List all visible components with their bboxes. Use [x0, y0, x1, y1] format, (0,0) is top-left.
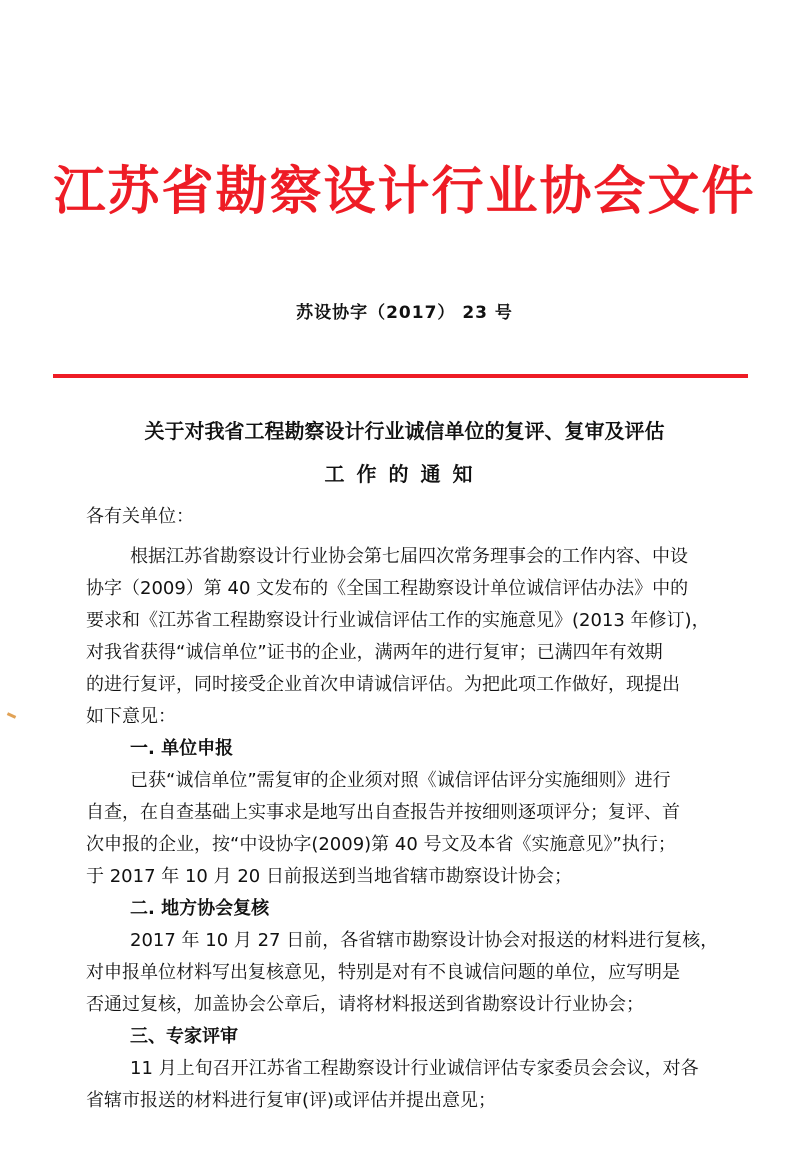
salutation: 各有关单位：	[86, 506, 194, 527]
paragraph-line: 已获“诚信单位”需复审的企业须对照《诚信评估评分实施细则》进行	[130, 770, 671, 791]
paragraph-line: 的进行复评，同时接受企业首次申请诚信评估。为把此项工作做好，现提出	[86, 674, 680, 695]
document-number: 苏设协字（2017） 23 号	[296, 303, 513, 323]
notice-title-line-2: 工作的通知	[324, 462, 485, 486]
paragraph-line: 要求和《江苏省工程勘察设计行业诚信评估工作的实施意见》(2013 年修订)，	[86, 610, 710, 631]
paragraph-line: 2017 年 10 月 27 日前，各省辖市勘察设计协会对报送的材料进行复核，	[130, 930, 719, 951]
paragraph-line: 否通过复核，加盖协会公章后，请将材料报送到省勘察设计行业协会；	[86, 994, 644, 1015]
paragraph-line: 省辖市报送的材料进行复审(评)或评估并提出意见；	[86, 1090, 497, 1111]
paragraph-line: 次申报的企业，按“中设协字(2009)第 40 号文及本省《实施意见》”执行；	[86, 834, 676, 855]
paragraph-line: 11 月上旬召开江苏省工程勘察设计行业诚信评估专家委员会会议，对各	[130, 1058, 699, 1079]
paragraph-line: 对申报单位材料写出复核意见，特别是对有不良诚信问题的单位，应写明是	[86, 962, 680, 983]
section-heading-3: 三、专家评审	[130, 1026, 238, 1047]
red-divider-line	[53, 374, 748, 378]
paragraph-line: 协字（2009）第 40 文发布的《全国工程勘察设计单位诚信评估办法》中的	[86, 578, 689, 599]
paragraph-line: 如下意见：	[86, 706, 176, 727]
paragraph-line: 自查，在自查基础上实事求是地写出自查报告并按细则逐项评分；复评、首	[86, 802, 680, 823]
notice-title-line-1: 关于对我省工程勘察设计行业诚信单位的复评、复审及评估	[144, 419, 665, 443]
document-header-title: 江苏省勘察设计行业协会文件	[53, 162, 756, 222]
paragraph-line: 根据江苏省勘察设计行业协会第七届四次常务理事会的工作内容、中设	[130, 546, 688, 567]
paragraph-line: 于 2017 年 10 月 20 日前报送到当地省辖市勘察设计协会；	[86, 866, 572, 887]
paragraph-line: 对我省获得“诚信单位”证书的企业，满两年的进行复审；已满四年有效期	[86, 642, 663, 663]
scan-mark	[7, 712, 16, 719]
section-heading-2: 二. 地方协会复核	[130, 898, 270, 919]
section-heading-1: 一. 单位申报	[130, 738, 234, 759]
